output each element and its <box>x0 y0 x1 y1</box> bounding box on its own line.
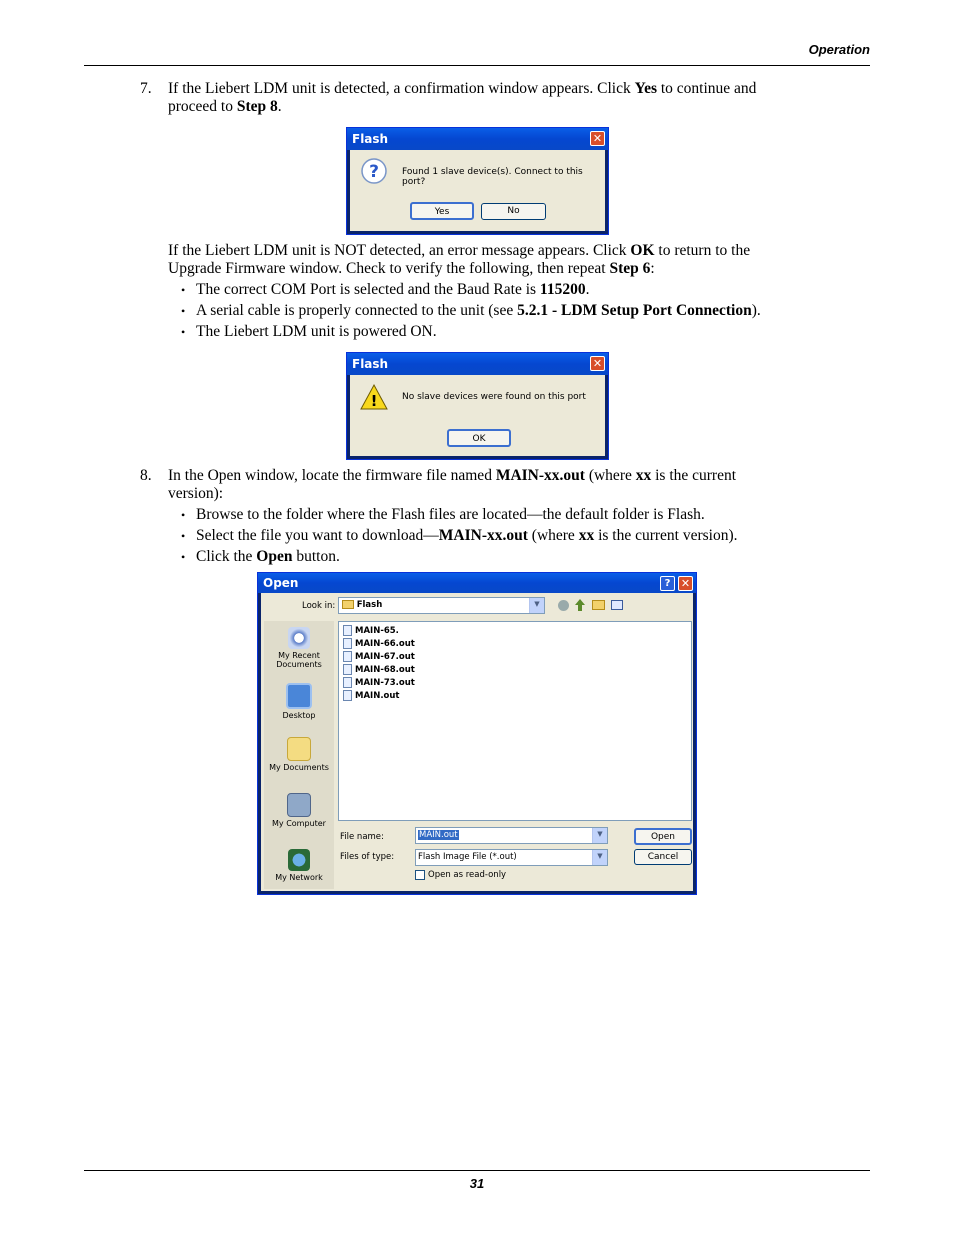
flash-confirm-dialog <box>346 127 609 235</box>
bullet-marker: • <box>181 325 186 339</box>
header-rule <box>84 65 870 66</box>
place-label: My Network <box>275 873 323 882</box>
error-text-2: to return to the <box>654 242 751 259</box>
my-computer-icon <box>287 793 311 817</box>
file-icon <box>343 625 352 636</box>
chevron-down-icon[interactable]: ▼ <box>592 828 607 843</box>
step-7-step-ref: Step 8 <box>236 98 278 115</box>
file-list[interactable] <box>338 621 692 821</box>
close-icon[interactable]: ✕ <box>590 356 605 371</box>
open-file-dialog <box>257 572 697 895</box>
bullet-com-port <box>181 281 590 299</box>
place-label: My Computer <box>272 819 326 828</box>
bullet-select-file <box>181 527 738 545</box>
dialog-body <box>350 150 605 231</box>
bullet-text-end: . <box>585 281 590 298</box>
step-7-intro-text-4: . <box>277 98 282 115</box>
footer-rule <box>84 1170 870 1171</box>
dialog-message: Found 1 slave device(s). Connect to this port? <box>402 167 583 187</box>
bullet-text-end: ). <box>751 302 761 319</box>
file-icon <box>343 651 352 662</box>
file-icon <box>343 664 352 675</box>
recent-documents-icon <box>288 627 310 649</box>
place-my-computer[interactable] <box>266 793 332 828</box>
file-name: MAIN.out <box>355 691 400 701</box>
back-icon[interactable] <box>558 600 569 611</box>
bullet-bold: 115200 <box>539 281 586 298</box>
bullet-browse-folder <box>181 506 705 524</box>
help-icon[interactable]: ? <box>660 576 675 591</box>
bullet-click-open <box>181 548 340 566</box>
place-label: Desktop <box>282 711 316 720</box>
list-item[interactable] <box>343 625 399 636</box>
dialog-title: Flash <box>352 132 389 146</box>
dialog-body <box>261 593 693 891</box>
bullet-marker: • <box>181 508 186 522</box>
error-text-3: Upgrade Firmware window. Check to verify the following, then repeat <box>168 260 610 277</box>
file-name-value: MAIN.out <box>419 830 458 840</box>
my-network-icon <box>288 849 310 871</box>
step-7-intro-text-3: proceed to <box>168 98 237 115</box>
place-my-recent-documents[interactable] <box>266 627 332 669</box>
step-7-yes-ref: Yes <box>634 80 657 97</box>
bullet-text: Click the <box>196 548 257 565</box>
bullet-text: Select the file you want to download— <box>196 527 439 544</box>
file-name: MAIN-65. <box>355 626 399 636</box>
up-folder-icon[interactable] <box>575 599 585 611</box>
list-item[interactable] <box>343 638 415 649</box>
file-name: MAIN-66.out <box>355 639 415 649</box>
step-8-text-2: (where <box>584 467 636 484</box>
file-icon <box>343 638 352 649</box>
cancel-button[interactable]: Cancel <box>634 849 692 865</box>
dialog-title: Flash <box>352 357 389 371</box>
readonly-label: Open as read-only <box>428 870 507 880</box>
place-desktop[interactable] <box>266 683 332 720</box>
list-item[interactable] <box>343 677 415 688</box>
file-icon <box>343 690 352 701</box>
bullet-bold: 5.2.1 - LDM Setup Port Connection <box>517 302 752 319</box>
desktop-icon <box>286 683 312 709</box>
error-text-4: : <box>650 260 655 277</box>
place-my-documents[interactable] <box>266 737 332 772</box>
place-my-network[interactable] <box>266 849 332 882</box>
step-7-intro-text-2: to continue and <box>656 80 757 97</box>
error-text-1: If the Liebert LDM unit is NOT detected, an error message appears. Click <box>168 242 631 259</box>
view-menu-icon[interactable] <box>611 600 623 610</box>
dialog-title: Open <box>263 576 299 590</box>
dialog-titlebar <box>347 128 608 150</box>
dialog-body <box>350 375 605 456</box>
place-label: My Recent Documents <box>276 651 322 669</box>
step-8-intro <box>168 467 868 503</box>
file-name: MAIN-67.out <box>355 652 415 662</box>
file-name-label: File name: <box>340 832 384 842</box>
file-type-select[interactable] <box>415 849 608 866</box>
bullet-marker: • <box>181 529 186 543</box>
error-step-ref: Step 6 <box>609 260 651 277</box>
step-8-number: 8. <box>140 467 152 484</box>
dialog-titlebar <box>347 353 608 375</box>
look-in-dropdown[interactable] <box>338 597 545 614</box>
file-icon <box>343 677 352 688</box>
readonly-checkbox[interactable] <box>415 870 425 880</box>
look-in-label: Look in: <box>302 601 336 611</box>
bullet-bold: Open <box>256 548 293 565</box>
step-7-number: 7. <box>140 80 152 97</box>
open-button[interactable]: Open <box>634 828 692 845</box>
places-bar <box>264 621 334 889</box>
question-icon <box>360 158 388 186</box>
file-name: MAIN-73.out <box>355 678 415 688</box>
bullet-text: The correct COM Port is selected and the Baud Rate is <box>196 281 540 298</box>
bullet-marker: • <box>181 304 186 318</box>
bullet-bold: MAIN-xx.out <box>438 527 528 544</box>
ok-button[interactable]: OK <box>447 429 511 447</box>
step-8-text-3: is the current <box>651 467 737 484</box>
bullet-text-3: is the current version). <box>594 527 738 544</box>
bullet-text: Browse to the folder where the Flash files are located—the default folder is Flash. <box>196 506 705 523</box>
dialog-message: No slave devices were found on this port <box>402 392 586 402</box>
svg-text:?: ? <box>369 162 379 182</box>
close-icon[interactable]: ✕ <box>678 576 693 591</box>
bullet-marker: • <box>181 550 186 564</box>
step-8-text-4: version): <box>168 485 224 502</box>
list-item[interactable] <box>343 690 400 701</box>
bullet-text: The Liebert LDM unit is powered ON. <box>196 323 437 340</box>
place-label: My Documents <box>269 763 329 772</box>
chevron-down-icon[interactable]: ▼ <box>529 598 544 613</box>
running-header: Operation <box>808 42 870 57</box>
file-type-value: Flash Image File (*.out) <box>418 852 517 862</box>
step-7-intro <box>168 80 868 116</box>
list-item[interactable] <box>343 651 415 662</box>
file-type-label: Files of type: <box>340 852 395 862</box>
step-7-intro-text: If the Liebert LDM unit is detected, a confirmation window appears. Click <box>168 80 635 97</box>
warning-icon <box>360 383 388 411</box>
file-name: MAIN-68.out <box>355 665 415 675</box>
bullet-marker: • <box>181 283 186 297</box>
chevron-down-icon[interactable]: ▼ <box>592 850 607 865</box>
bullet-text-2: (where <box>527 527 579 544</box>
flash-error-dialog <box>346 352 609 460</box>
folder-icon <box>342 600 354 609</box>
step-7-error-text <box>168 242 868 278</box>
no-button[interactable]: No <box>481 203 546 220</box>
error-ok-ref: OK <box>630 242 655 259</box>
step-8-xx-ref: xx <box>635 467 652 484</box>
svg-text:!: ! <box>370 392 378 410</box>
list-item[interactable] <box>343 664 415 675</box>
bullet-powered-on <box>181 323 437 341</box>
step-8-file-ref: MAIN-xx.out <box>495 467 585 484</box>
bullet-text: A serial cable is properly connected to the unit (see <box>196 302 518 319</box>
bullet-text-2: button. <box>292 548 340 565</box>
new-folder-icon[interactable] <box>592 600 605 610</box>
look-in-value: Flash <box>356 600 383 610</box>
page-number: 31 <box>469 1176 485 1191</box>
dialog-titlebar <box>258 573 696 593</box>
bullet-serial-cable <box>181 302 761 320</box>
bullet-bold-2: xx <box>578 527 595 544</box>
step-8-text-1: In the Open window, locate the firmware file named <box>168 467 496 484</box>
close-icon[interactable]: ✕ <box>590 131 605 146</box>
my-documents-icon <box>287 737 311 761</box>
file-name-input[interactable] <box>415 827 608 844</box>
yes-button[interactable]: Yes <box>410 202 474 220</box>
